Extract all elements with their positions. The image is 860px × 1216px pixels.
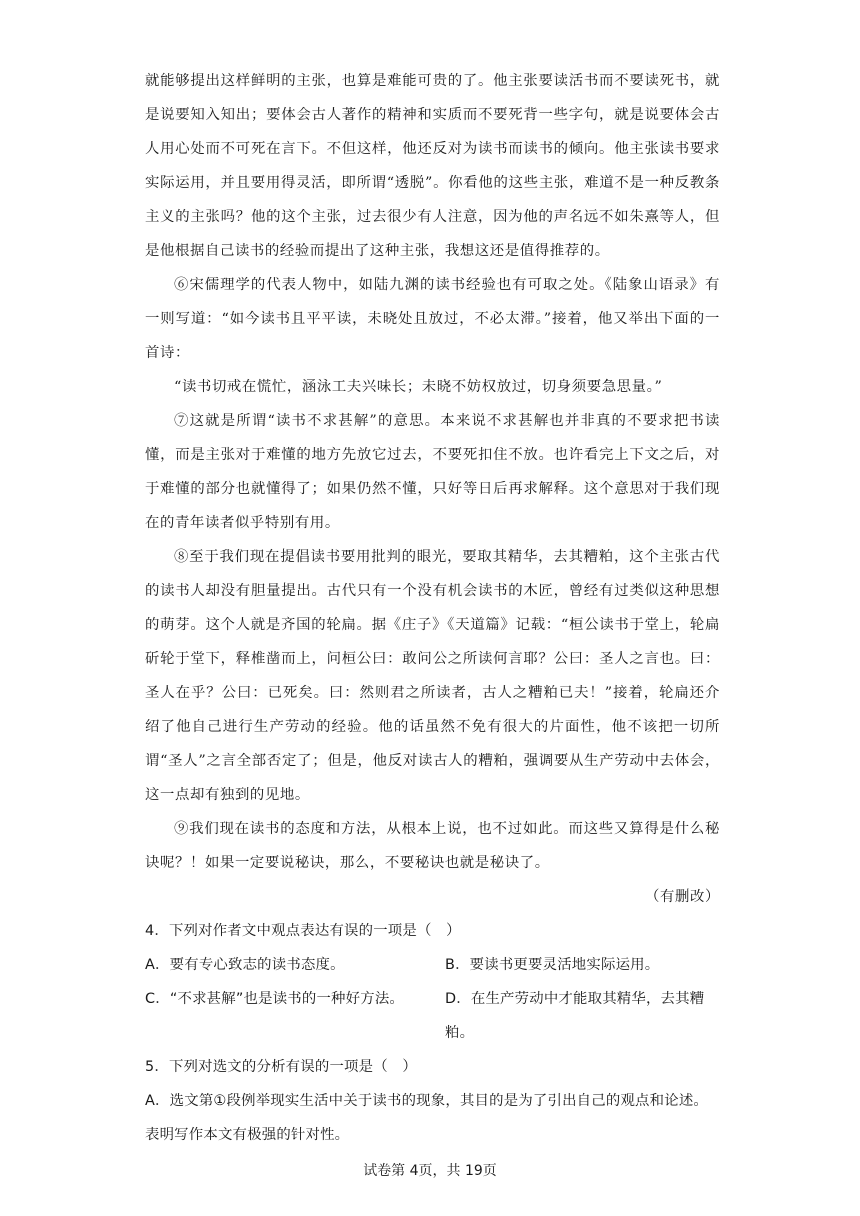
question-4-options	[145, 948, 720, 982]
paragraph-9: ⑨我们现在读书的态度和方法，从根本上说，也不过如此。而这些又算得是什么秘诀呢？！如果一定要说秘诀，那么，不要秘诀也就是秘诀了。	[145, 821, 720, 871]
question-4-options-2	[145, 982, 720, 1050]
paragraph-7: ⑦这就是所谓“读书不求甚解”的意思。本来说不求甚解也并非真的不要求把书读懂，而是主张对于难懂的地方先放它过去，不要死扣住不放。也许看完上下文之后，对于难懂的部分也就懂得了；如果仍然不懂，只好等日后再求解释。这个意思对于我们现在的青年读者似乎特别有用。	[145, 413, 720, 531]
page-footer: 试卷第 4页，共 19页	[363, 1163, 497, 1179]
paragraph-8: ⑧至于我们现在提倡读书要用批判的眼光，要取其精华，去其糟粕，这个主张古代的读书人却没有胆量提出。古代只有一个没有机会读书的木匠，曾经有过类似这种思想的萌芽。这个人就是齐国的轮扁。据《庄子》《天道篇》记载：“桓公读书于堂上，轮扁斫轮于堂下，释椎凿而上，问桓公曰：敢问公之所读何言耶？公曰：圣人之言也。曰：圣人在乎？公曰：已死矣。曰：然则君之所读者，古人之糟粕已夫！”接着，轮扁还介绍了他自己进行生产劳动的经验。他的话虽然不免有很大的片面性，他不该把一切所谓“圣人”之言全部否定了；但是，他反对读古人的糟粕，强调要从生产劳动中去体会，这一点却有独到的见地。	[145, 549, 720, 803]
question-4-stem: 4．下列对作者文中观点表达有误的一项是（ ）	[145, 923, 461, 939]
edit-note: （有删改）	[645, 889, 720, 905]
q4-option-a: A．要有专心致志的读书态度。	[145, 957, 345, 973]
q4-option-b: B．要读书更要灵活地实际运用。	[445, 957, 660, 973]
page-content	[145, 64, 720, 1152]
paragraph-6: ⑥宋儒理学的代表人物中，如陆九渊的读书经验也有可取之处。《陆象山语录》有一则写道：“如今读书且平平读，未晓处且放过，不必太滞。”接着，他又举出下面的一首诗：	[145, 277, 720, 361]
q4-option-d: D．在生产劳动中才能取其精华，去其糟粕。	[445, 991, 705, 1041]
poem-quote: “读书切戒在慌忙，涵泳工夫兴味长；未晓不妨权放过，切身须要急思量。”	[174, 379, 663, 395]
q4-option-c: C．“不求甚解”也是读书的一种好方法。	[145, 991, 405, 1007]
question-5-stem: 5．下列对选文的分析有误的一项是（ ）	[145, 1059, 417, 1075]
paragraph-5-continued: 就能够提出这样鲜明的主张，也算是难能可贵的了。他主张要读活书而不要读死书，就是说要知入知出；要体会古人著作的精神和实质而不要死背一些字句，就是说要体会古人用心处而不可死在言下。不但这样，他还反对为读书而读书的倾向。他主张读书要求实际运用，并且要用得灵活，即所谓“透脱”。你看他的这些主张，难道不是一种反教条主义的主张吗？他的这个主张，过去很少有人注意，因为他的声名远不如朱熹等人，但是他根据自己读书的经验而提出了这种主张，我想这还是值得推荐的。	[145, 73, 720, 259]
q5-option-a: A．选文第①段例举现实生活中关于读书的现象，其目的是为了引出自己的观点和论述。表明写作本文有极强的针对性。	[145, 1093, 709, 1143]
